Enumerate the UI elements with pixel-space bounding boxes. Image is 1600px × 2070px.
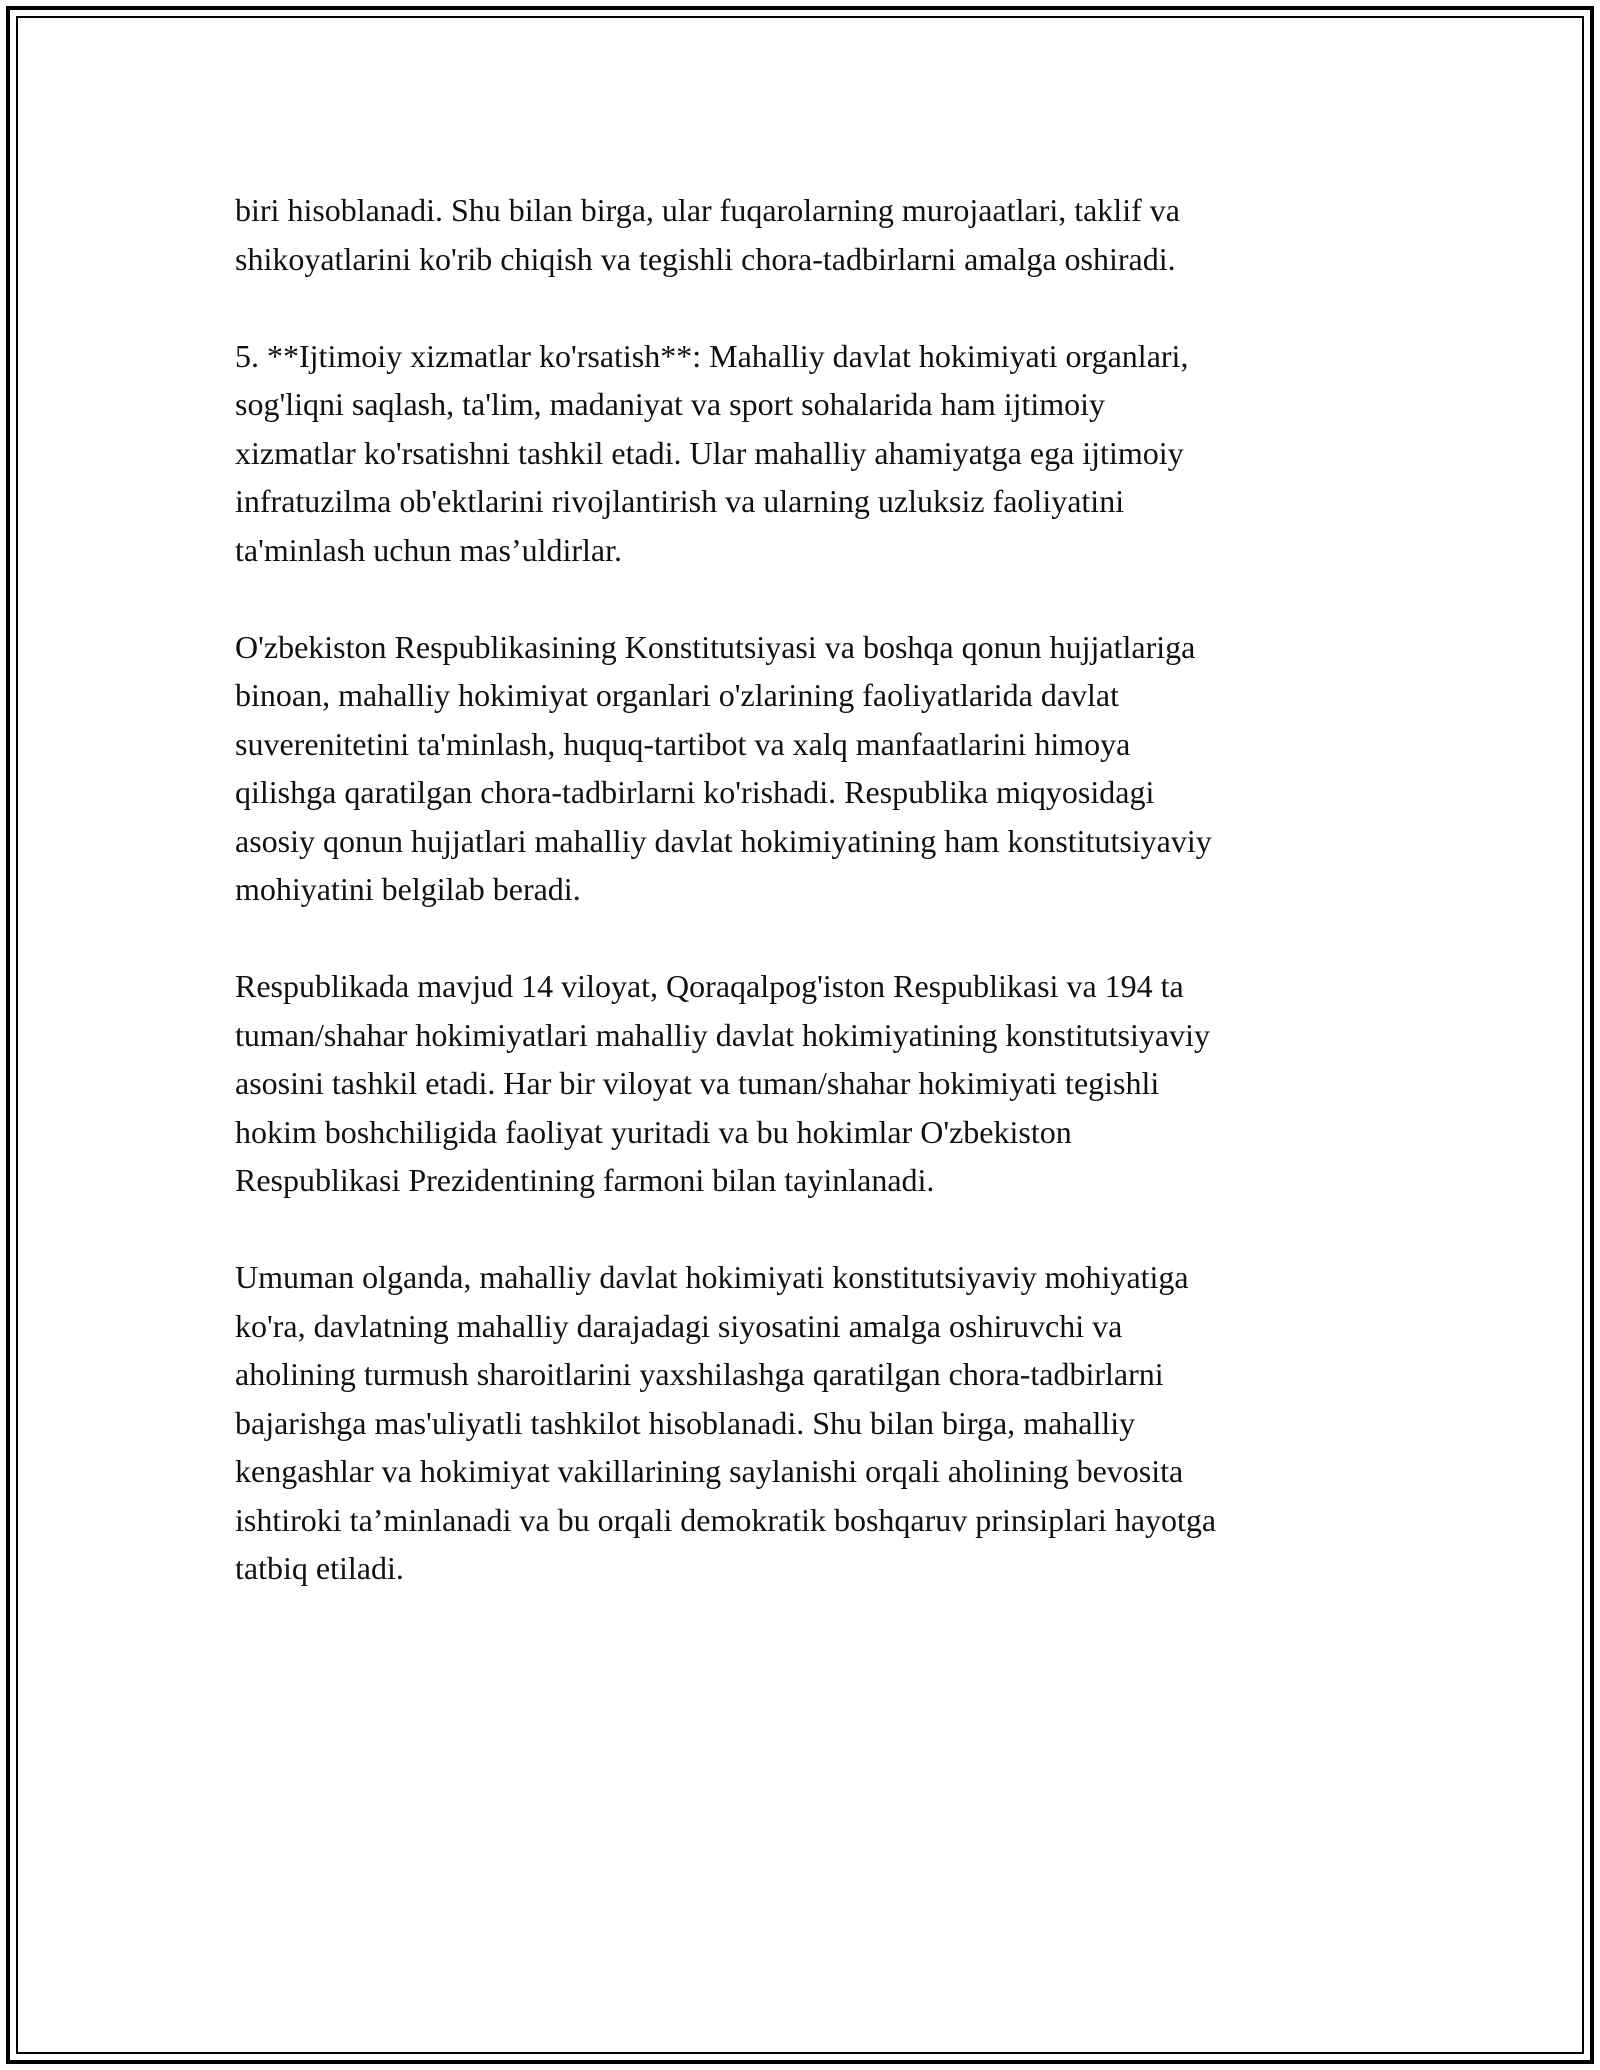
text-line: Respublikasi Prezidentining farmoni bilan tayinlanadi. — [235, 1162, 935, 1198]
text-line: mohiyatini belgilab beradi. — [235, 871, 581, 907]
text-line: shikoyatlarini ko'rib chiqish va tegishli chora-tadbirlarni amalga oshiradi. — [235, 240, 1176, 277]
text-line: asosiy qonun hujjatlari mahalliy davlat hokimiyatining ham konstitutsiyaviy — [235, 822, 1212, 859]
text-line: hokim boshchiligida faoliyat yuritadi va bu hokimlar O'zbekiston — [235, 1113, 1072, 1150]
paragraph-5 — [235, 1253, 1385, 1593]
paragraph-1 — [235, 186, 1385, 283]
text-line: qilishga qaratilgan chora-tadbirlarni ko'rishadi. Respublika miqyosidagi — [235, 774, 1155, 810]
text-line: ko'ra, davlatning mahalliy darajadagi siyosatini amalga oshiruvchi va — [235, 1307, 1123, 1344]
text-line: sog'liqni saqlash, ta'lim, madaniyat va sport sohalarida ham ijtimoiy — [235, 386, 1106, 422]
text-line: Respublikada mavjud 14 viloyat, Qoraqalpog'iston Respublikasi va 194 ta — [235, 968, 1184, 1004]
text-line: O'zbekiston Respublikasining Konstitutsiyasi va boshqa qonun hujjatlariga — [235, 628, 1196, 665]
document-body — [235, 186, 1385, 1641]
text-line: 5. **Ijtimoiy xizmatlar ko'rsatish**: Mahalliy davlat hokimiyati organlari, — [235, 337, 1189, 374]
text-line: infratuzilma ob'ektlarini rivojlantirish va ularning uzluksiz faoliyatini — [235, 483, 1125, 519]
text-line: tuman/shahar hokimiyatlari mahalliy davlat hokimiyatining konstitutsiyaviy — [235, 1016, 1210, 1053]
text-line: binoan, mahalliy hokimiyat organlari o'zlarining faoliyatlarida davlat — [235, 677, 1120, 713]
text-line: bajarishga mas'uliyatli tashkilot hisoblanadi. Shu bilan birga, mahalliy — [235, 1404, 1136, 1441]
paragraph-2 — [235, 332, 1385, 575]
paragraph-3 — [235, 623, 1385, 914]
text-line: asosini tashkil etadi. Har bir viloyat va tuman/shahar hokimiyati tegishli — [235, 1065, 1160, 1101]
text-line: aholining turmush sharoitlarini yaxshilashga qaratilgan chora-tadbirlarni — [235, 1356, 1164, 1392]
text-line: kengashlar va hokimiyat vakillarining saylanishi orqali aholining bevosita — [235, 1453, 1184, 1489]
text-line: xizmatlar ko'rsatishni tashkil etadi. Ular mahalliy ahamiyatga ega ijtimoiy — [235, 434, 1184, 471]
text-line: Umuman olganda, mahalliy davlat hokimiyati konstitutsiyaviy mohiyatiga — [235, 1259, 1189, 1295]
text-line: ta'minlash uchun mas’uldirlar. — [235, 531, 623, 568]
text-line: suverenitetini ta'minlash, huquq-tartibot va xalq manfaatlarini himoya — [235, 725, 1131, 762]
paragraph-4 — [235, 962, 1385, 1205]
text-line: tatbiq etiladi. — [235, 1550, 404, 1586]
text-line: ishtiroki ta’minlanadi va bu orqali demokratik boshqaruv prinsiplari hayotga — [235, 1501, 1217, 1538]
text-line: biri hisoblanadi. Shu bilan birga, ular fuqarolarning murojaatlari, taklif va — [235, 192, 1180, 228]
